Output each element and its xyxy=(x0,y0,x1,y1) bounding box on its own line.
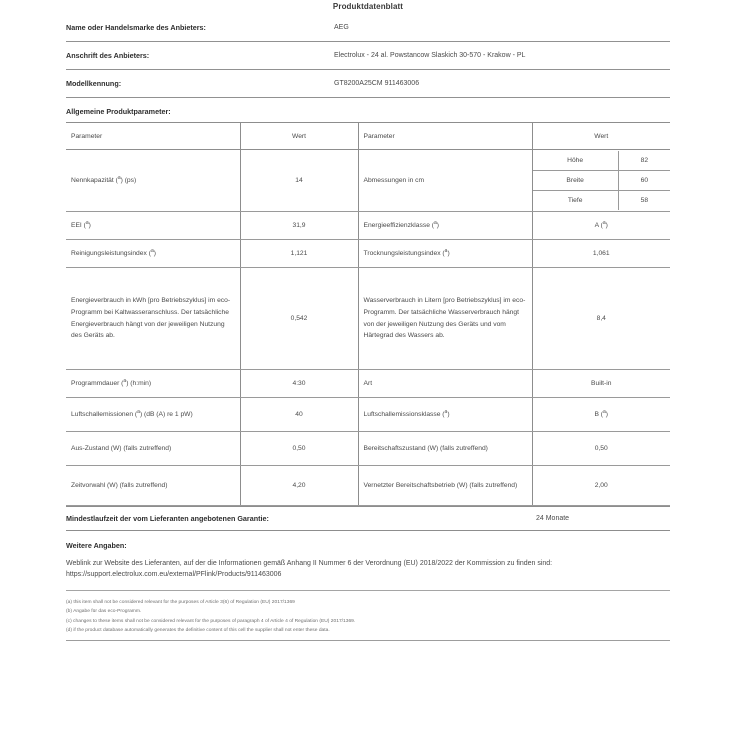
type-label: Art xyxy=(358,370,532,398)
dimension-height-value: 82 xyxy=(618,151,670,171)
footnotes-section xyxy=(66,591,670,636)
dimensions-label: Abmessungen in cm xyxy=(358,150,532,212)
rated-capacity-value: 14 xyxy=(240,150,358,212)
table-row xyxy=(66,466,670,506)
noise-emissions-label xyxy=(66,398,240,432)
dimensions-table xyxy=(533,151,671,210)
noise-emissions-value: 40 xyxy=(240,398,358,432)
table-row xyxy=(66,150,670,212)
water-consumption-value: 8,4 xyxy=(532,268,670,370)
energy-class-label-text: Energieeffizienzklasse ( xyxy=(363,222,435,229)
footnote-marker-a: a xyxy=(603,408,606,415)
header-parameter-left: Parameter xyxy=(66,123,240,150)
footnote-marker-a: a xyxy=(444,408,448,415)
standby-mode-value: 0,50 xyxy=(532,432,670,466)
footnote-marker-a: a xyxy=(117,174,121,181)
header-value-right: Wert xyxy=(532,123,670,150)
table-row xyxy=(66,398,670,432)
dimension-row-depth xyxy=(533,191,671,211)
general-parameters-heading: Allgemeine Produktparameter: xyxy=(66,107,171,116)
eei-label-text: EEI ( xyxy=(71,222,86,229)
noise-class-label xyxy=(358,398,532,432)
supplier-row-model xyxy=(66,70,670,98)
page-title: Produktdatenblatt xyxy=(332,2,404,11)
rated-capacity-label-tail: ) (ps) xyxy=(120,177,137,184)
model-identifier-label: Modellkennung: xyxy=(66,79,122,88)
noise-emissions-label-text: Luftschallemissionen ( xyxy=(71,410,138,418)
guarantee-label: Mindestlaufzeit der vom Lieferanten angebotenen Garantie: xyxy=(66,514,269,523)
eei-label xyxy=(66,212,240,240)
supplier-info-section xyxy=(66,14,670,98)
table-row xyxy=(66,268,670,370)
guarantee-value: 24 Monate xyxy=(536,515,570,522)
programme-duration-label xyxy=(66,370,240,398)
table-header-row xyxy=(66,123,670,150)
guarantee-row xyxy=(66,506,670,531)
cleaning-index-label xyxy=(66,240,240,268)
drying-index-label-tail: ) xyxy=(447,250,450,257)
footnote-d: (d) if the product database automatically generates the definitive content of this cell the supplier shall not enter these data. xyxy=(66,628,330,634)
supplier-weblink[interactable]: Weblink zur Website des Lieferanten, auf der die Informationen gemäß Anhang II Nummer 6 der Verordnung (EU) 2018/2022 der Kommission zu finden sind: https://support.electrolux.com.eu/external/PFlink/Products/911463006 xyxy=(66,559,670,591)
drying-index-label-text: Trocknungsleistungsindex ( xyxy=(363,250,445,257)
off-mode-value: 0,50 xyxy=(240,432,358,466)
supplier-row-address xyxy=(66,42,670,70)
energy-class-value-text: A ( xyxy=(594,222,603,229)
table-row xyxy=(66,370,670,398)
rated-capacity-label xyxy=(66,150,240,212)
type-value: Built-in xyxy=(532,370,670,398)
model-identifier-value: GT8200A25CM 911463006 xyxy=(334,80,420,87)
footnote-marker-a: a xyxy=(150,247,154,254)
footnote-marker-a: a xyxy=(434,219,437,226)
supplier-name-value: AEG xyxy=(334,24,349,31)
eei-label-tail: ) xyxy=(88,222,91,229)
supplier-name-label: Name oder Handelsmarke des Anbieters: xyxy=(66,23,206,32)
general-parameters-table xyxy=(66,122,670,506)
footnote-b: (b) Angabe für das eco-Programm. xyxy=(66,609,142,615)
header-value-left: Wert xyxy=(240,123,358,150)
noise-class-value xyxy=(532,398,670,432)
dimension-width-label: Breite xyxy=(533,171,619,191)
delay-start-value: 4,20 xyxy=(240,466,358,506)
cleaning-index-value: 1,121 xyxy=(240,240,358,268)
networked-standby-value: 2,00 xyxy=(532,466,670,506)
footnote-marker-a: a xyxy=(602,219,606,226)
dimension-row-width xyxy=(533,171,671,191)
drying-index-value: 1,061 xyxy=(532,240,670,268)
delay-start-label: Zeitvorwahl (W) (falls zutreffend) xyxy=(66,466,240,506)
energy-class-value xyxy=(532,212,670,240)
noise-class-value-tail: ) xyxy=(605,411,609,418)
table-row xyxy=(66,212,670,240)
dimension-depth-value: 58 xyxy=(640,197,649,204)
eei-value: 31,9 xyxy=(240,212,358,240)
table-row xyxy=(66,432,670,466)
dimension-height-label: Höhe xyxy=(533,151,619,171)
energy-class-label xyxy=(358,212,532,240)
energy-class-value-tail: ) xyxy=(605,222,608,229)
footnote-a: (a) this item shall not be considered relevant for the purposes of Article 3(6) of Regulation (EU) 2017/1369 xyxy=(66,599,295,605)
energy-class-label-tail: ) xyxy=(436,222,440,229)
noise-class-label-tail: ) xyxy=(447,411,450,418)
footnote-marker-a: a xyxy=(137,408,140,415)
cleaning-index-label-text: Reinigungsleistungsindex ( xyxy=(71,250,151,257)
rated-capacity-label-text: Nennkapazität ( xyxy=(71,177,118,184)
supplier-row-name xyxy=(66,14,670,42)
footnote-marker-a: a xyxy=(85,219,89,226)
supplier-address-label: Anschrift des Anbieters: xyxy=(66,51,150,60)
dimensions-cell xyxy=(532,150,670,212)
dimension-depth-label: Tiefe xyxy=(533,191,619,211)
noise-class-label-text: Luftschallemissionsklasse ( xyxy=(363,411,445,418)
drying-index-label xyxy=(358,240,532,268)
header-parameter-right: Parameter xyxy=(358,123,532,150)
off-mode-label: Aus-Zustand (W) (falls zutreffend) xyxy=(66,432,240,466)
networked-standby-label: Vernetzter Bereitschaftsbetrieb (W) (falls zutreffend) xyxy=(358,466,532,506)
programme-duration-label-text: Programmdauer ( xyxy=(71,380,124,387)
programme-duration-value: 4:30 xyxy=(240,370,358,398)
energy-consumption-label: Energieverbrauch in kWh [pro Betriebszyklus] im eco-Programm bei Kaltwasseranschluss. Der tatsächliche Energieverbrauch hängt von der jeweiligen Nutzung des Geräts ab. xyxy=(66,268,240,370)
dimension-row-height xyxy=(533,151,671,171)
footnote-marker-a: a xyxy=(444,247,448,254)
dimension-width-value: 60 xyxy=(618,171,670,191)
supplier-address-value: Electrolux - 24 al. Powstancow Slaskich 30-570 - Krakow - PL xyxy=(334,52,526,59)
further-information-heading: Weitere Angaben: xyxy=(66,541,127,550)
table-row xyxy=(66,240,670,268)
water-consumption-label: Wasserverbrauch in Litern [pro Betriebszyklus] im eco-Programm. Der tatsächliche Wasserverbrauch hängt von der jeweiligen Nutzung des Geräts und vom Härtegrad des Wassers ab. xyxy=(358,268,532,370)
footer-divider xyxy=(66,640,670,641)
programme-duration-label-tail: ) (h:min) xyxy=(126,380,152,387)
noise-emissions-label-tail: ) (dB (A) re 1 pW) xyxy=(139,410,193,418)
footnote-c: (c) changes to these items shall not be considered relevant for the purposes of paragraph 4 of Article 4 of Regulation (EU) 2017/1369. xyxy=(66,618,356,624)
noise-class-value-text: B ( xyxy=(594,411,604,418)
footnote-marker-a: a xyxy=(123,377,127,384)
standby-mode-label: Bereitschaftszustand (W) (falls zutreffend) xyxy=(358,432,532,466)
energy-consumption-value: 0,542 xyxy=(240,268,358,370)
cleaning-index-label-tail: ) xyxy=(153,250,156,257)
